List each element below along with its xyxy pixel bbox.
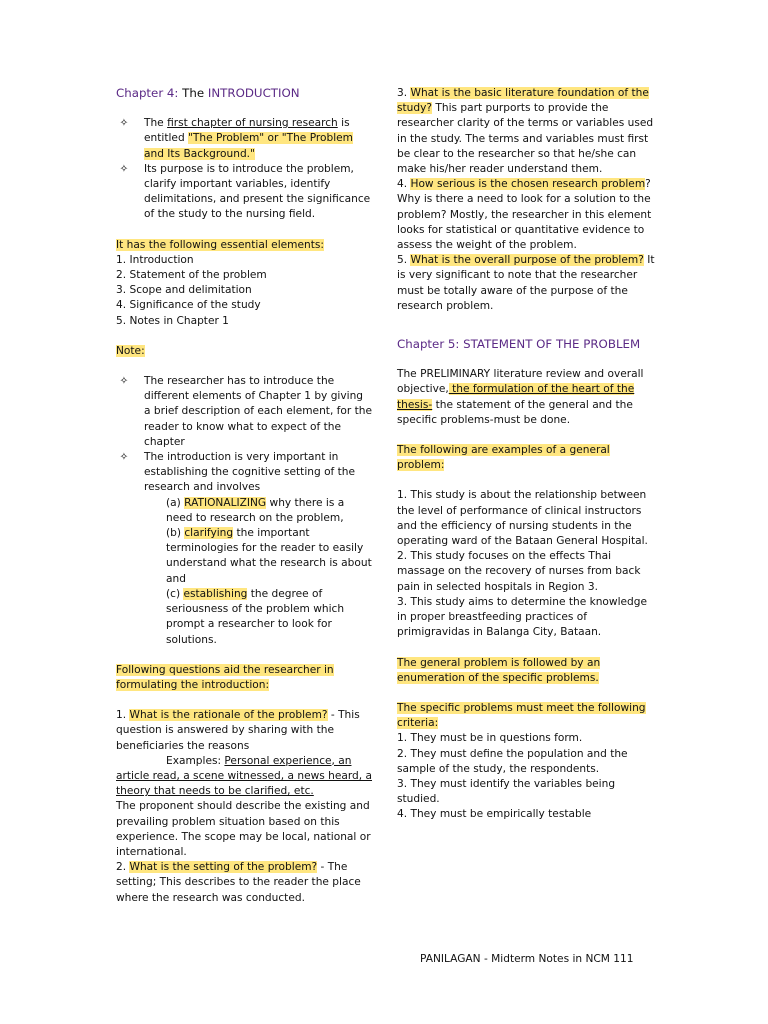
preliminary-text: The PRELIMINARY literature review and overall objective, the formulation of the heart of the thesis- the statement of the general and the specific problems-must be done. [397,368,644,426]
diamond-star-icon: ✧ [119,162,129,175]
note-bullet: ✧ The researcher has to introduce the different elements of Chapter 1 by giving a brief description of each element, for the reader to know what to expect of the chapter [116,374,372,450]
question-5: 5. What is the overall purpose of the problem? It is very significant to note that the researcher must be totally aware of the purpose of the research problem. [397,254,655,312]
examples-text: Examples: Personal experience, an article read, a scene witnessed, a news heard, a theory that needs to be clarified, etc. [116,754,373,798]
note-bullet: ✧ The introduction is very important in establishing the cognitive setting of the research and involves (a) RATIONALIZING why there is a need to research on the problem, (b) clarifying the important terminologies for the reader to easily understand what the research is about and (c) establishing the degree of seriousness of the problem which prompt a researcher to look for solutions. [116,450,372,648]
list-item: 2. Statement of the problem [116,269,267,282]
bullet-first-chapter: ✧ The first chapter of nursing research is entitled "The Problem" or "The Problem and Its Background." [116,116,372,162]
chapter5-title: Chapter 5: STATEMENT OF THE PROBLEM [397,337,641,352]
right-column [397,86,655,823]
question-2: 2. What is the setting of the problem? - The setting; This describes to the reader the place where the research was conducted. [116,861,361,904]
sub-item-c: (c) establishing the degree of seriousness of the problem which prompt a researcher to look for solutions. [166,587,345,646]
list-item: 2. They must define the population and the sample of the study, the respondents. [397,747,628,775]
page-footer: PANILAGAN - Midterm Notes in NCM 111 [420,953,634,965]
list-item: 4. Significance of the study [116,299,261,312]
examples-heading: The following are examples of a general problem: [397,444,610,472]
list-item: 3. This study aims to determine the knowledge in proper breastfeeding practices of primigravidas in Balanga City, Bataan. [397,595,648,639]
list-item: 2. This study focuses on the effects Thai massage on the recovery of nurses from back pain in selected hospitals in Region 3. [397,550,641,593]
chapter4-title: Chapter 4: The INTRODUCTION [116,86,300,100]
bullet-purpose: ✧ Its purpose is to introduce the problem, clarify important variables, identify delimitations, and present the significance of the study to the nursing field. [116,162,372,223]
question-4: 4. How serious is the chosen research problem? Why is there a need to look for a solution to the problem? Mostly, the researcher in this element looks for statistical or quantitative evidence to assess the weight of the problem. [397,178,652,252]
list-item: 1. Introduction [116,253,194,266]
list-item: 4. They must be empirically testable [397,808,592,821]
diamond-star-icon: ✧ [119,451,129,464]
question-3: 3. What is the basic literature foundation of the study? This part purports to provide the researcher clarity of the terms or variables used in the study. The terms and variables must first be clear to the researcher so that he/she can make his/her reader understand them. [397,87,654,176]
question-1-description: The proponent should describe the existing and prevailing problem situation based on this experience. The scope may be local, national or international. [116,800,371,858]
elements-list [116,253,372,329]
note-label: Note: [116,344,145,357]
intro-bullets [116,116,372,222]
followed-heading: The general problem is followed by an enumeration of the specific problems. [397,656,601,684]
sub-item-a: (a) RATIONALIZING why there is a need to research on the problem, [166,496,345,524]
list-item: 1. This study is about the relationship between the level of performance of clinical instructors and the efficiency of nursing students in the operating ward of the Bataan General Hospital. [397,489,648,548]
elements-heading: It has the following essential elements: [116,238,324,251]
list-item: 3. They must identify the variables being studied. [397,777,616,806]
left-column [116,86,372,906]
diamond-star-icon: ✧ [119,117,129,130]
sub-item-b: (b) clarifying the important terminologies for the reader to easily understand what the research is about and [166,527,372,585]
note-bullets [116,374,372,648]
criteria-heading: The specific problems must meet the following criteria: [397,701,646,730]
question-1: 1. What is the rationale of the problem? - This question is answered by sharing with the beneficiaries the reasons [116,709,360,752]
questions-heading: Following questions aid the researcher in formulating the introduction: [116,663,334,691]
list-item: 1. They must be in questions form. [397,732,583,745]
diamond-star-icon: ✧ [119,375,129,388]
list-item: 3. Scope and delimitation [116,284,252,297]
list-item: 5. Notes in Chapter 1 [116,314,229,327]
